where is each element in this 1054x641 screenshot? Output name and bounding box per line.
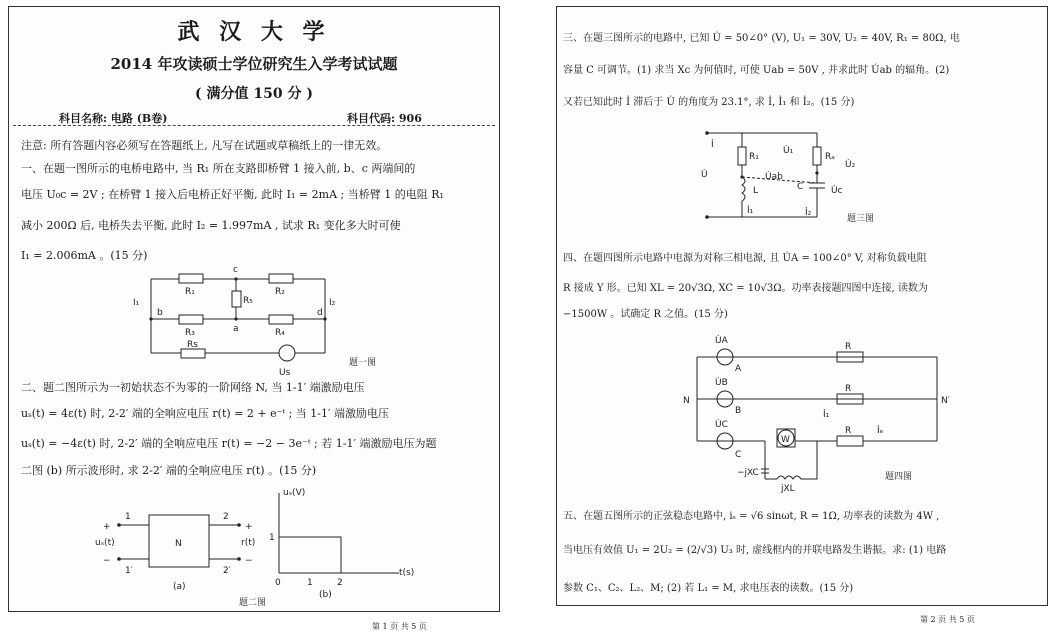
fig4-label-ie: İₑ bbox=[877, 426, 884, 436]
fig1-label-r5: R₅ bbox=[243, 296, 253, 306]
fig4-label-xl: jXL bbox=[781, 484, 795, 494]
q5-line-1: 五、在题五图所示的正弦稳态电路中, iₛ = √6 sinωt, R = 1Ω, 功率表的读数为 4W , bbox=[563, 511, 940, 522]
fig2-r-label: r(t) bbox=[241, 538, 256, 548]
fig2-port-2: 2 bbox=[223, 512, 229, 522]
fig3-label-i: İ bbox=[711, 140, 714, 150]
fig3-label-i1: İ₁ bbox=[747, 206, 754, 216]
page-number-1: 第 1 页 共 5 页 bbox=[372, 622, 427, 631]
fig2-plus-right: + bbox=[245, 522, 253, 532]
university-title: 武 汉 大 学 bbox=[177, 19, 331, 45]
fig2-minus-right: − bbox=[245, 556, 253, 566]
fig1-label-rs: Rs bbox=[187, 340, 198, 350]
fig4-label-i1: İ₁ bbox=[823, 410, 830, 420]
figure-4-three-phase bbox=[677, 329, 950, 494]
fig4-caption: 题四图 bbox=[885, 472, 913, 482]
fig4-label-nprime: N′ bbox=[941, 396, 950, 406]
fig4-label-r3: R bbox=[845, 426, 852, 436]
header-divider bbox=[13, 125, 495, 126]
q3-line-3: 又若已知此时 İ 滞后于 U̇ 的角度为 23.1°, 求 İ, İ₁ 和 İ₂。(15 分) bbox=[563, 97, 855, 108]
fig1-label-i1: I₁ bbox=[133, 298, 140, 308]
fig4-label-b: B bbox=[735, 406, 742, 416]
fig4-label-n: N bbox=[683, 396, 690, 406]
full-score: ( 满分值 150 分 ) bbox=[195, 86, 313, 102]
fig1-label-r1: R₁ bbox=[185, 287, 195, 297]
q2-line-2: uₛ(t) = 4ε(t) 时, 2-2′ 端的全响应电压 r(t) = 2 + e⁻ᵗ ; 当 1-1′ 端激励电压 bbox=[21, 407, 390, 420]
fig4-label-c: C bbox=[735, 450, 742, 460]
fig1-label-r3: R₃ bbox=[185, 328, 195, 338]
q2-line-1: 二、题二图所示为一初始状态不为零的一阶网络 N, 当 1-1′ 端激励电压 bbox=[21, 381, 365, 394]
fig2-block-n: N bbox=[175, 539, 182, 549]
q1-line-2: 电压 U₀c = 2V ; 在桥臂 1 接入后电桥正好平衡, 此时 I₁ = 2mA ; 当桥臂 1 的电阻 R₁ bbox=[21, 188, 444, 201]
fig2-yaxis: uₛ(V) bbox=[283, 488, 306, 498]
fig4-label-a: A bbox=[735, 364, 742, 374]
fig3-label-uab: U̇ab bbox=[765, 172, 783, 182]
fig2-sub-a: (a) bbox=[173, 582, 186, 592]
fig2-plus-left: + bbox=[103, 522, 111, 532]
fig1-label-r4: R₄ bbox=[275, 328, 285, 338]
fig3-caption: 题三图 bbox=[847, 214, 875, 224]
fig4-label-r1: R bbox=[845, 342, 852, 352]
fig1-label-c: c bbox=[233, 265, 238, 275]
fig3-label-c: C bbox=[797, 182, 804, 192]
fig3-label-uc: U̇c bbox=[831, 186, 843, 196]
fig2-port-1p: 1′ bbox=[125, 566, 133, 576]
fig3-label-u: U̇ bbox=[701, 170, 708, 180]
figure-1-bridge-circuit bbox=[129, 265, 409, 385]
fig4-label-uc: U̇C bbox=[715, 420, 728, 430]
fig3-label-u2: U̇₂ bbox=[845, 160, 856, 170]
fig2-port-2p: 2′ bbox=[223, 566, 231, 576]
fig3-label-r1: R₁ bbox=[749, 152, 759, 162]
fig1-label-i2: I₂ bbox=[329, 298, 336, 308]
fig4-label-xc: −jXC bbox=[737, 468, 759, 478]
fig2-tick-x1: 1 bbox=[307, 578, 313, 588]
q2-line-4: 二图 (b) 所示波形时, 求 2-2′ 端的全响应电压 r(t) 。(15 分) bbox=[21, 464, 317, 477]
subject-code: 科目代码: 906 bbox=[347, 112, 422, 125]
fig2-sub-b: (b) bbox=[319, 590, 332, 600]
q3-line-1: 三、在题三图所示的电路中, 已知 U̇ = 50∠0° (V), U₁ = 30V, U₂ = 40V, R₁ = 80Ω, 电 bbox=[563, 33, 960, 44]
fig3-label-i2: İ₂ bbox=[805, 208, 812, 218]
fig1-label-us: Us bbox=[279, 368, 291, 378]
fig3-label-l: L bbox=[753, 186, 759, 196]
fig1-label-d: d bbox=[317, 308, 323, 318]
fig4-label-ub: U̇B bbox=[715, 378, 728, 388]
fig1-label-b: b bbox=[157, 308, 163, 318]
figure-2-network bbox=[89, 485, 419, 608]
q5-line-2: 当电压有效值 U₁ = 2U₂ = (2/√3) U₃ 时, 虚线框内的并联电路发生谐振。求: (1) 电路 bbox=[563, 545, 947, 556]
figure-3-circuit bbox=[697, 125, 907, 225]
q1-line-3: 减小 200Ω 后, 电桥失去平衡, 此时 I₂ = 1.997mA , 试求 R₁ 变化多大时可使 bbox=[21, 219, 401, 232]
fig2-tick-y1: 1 bbox=[269, 533, 275, 543]
q1-line-4: I₁ = 2.006mA 。(15 分) bbox=[21, 249, 148, 262]
subject-name: 科目名称: 电路 (B卷) bbox=[59, 112, 168, 125]
exam-notice: 注意: 所有答题内容必须写在答题纸上, 凡写在试题或草稿纸上的一律无效。 bbox=[21, 139, 388, 152]
q4-line-2: R 接成 Y 形。已知 XL = 20√3Ω, XC = 10√3Ω。功率表接题四图中连接, 读数为 bbox=[563, 283, 928, 294]
q3-line-2: 容量 C 可调节。(1) 求当 Xc 为何值时, 可使 Uab = 50V , 并求此时 U̇ab 的辐角。(2) bbox=[563, 65, 950, 76]
q1-line-1: 一、在题一图所示的电桥电路中, 当 R₁ 所在支路即桥臂 1 接入前, b、c 两端间的 bbox=[21, 162, 416, 175]
exam-title: 2014 年攻读硕士学位研究生入学考试试题 bbox=[110, 55, 398, 73]
fig1-caption: 题一图 bbox=[349, 358, 377, 368]
fig2-xaxis: t(s) bbox=[399, 568, 415, 578]
fig2-minus-left: − bbox=[103, 556, 111, 566]
fig4-label-ua: U̇A bbox=[715, 336, 728, 346]
q5-line-3: 参数 C₁、C₂、L₂、M; (2) 若 L₁ = M, 求电压表的读数。(15 分) bbox=[563, 583, 854, 594]
fig2-port-1: 1 bbox=[125, 512, 131, 522]
fig2-tick-x2: 2 bbox=[337, 578, 343, 588]
fig4-label-r2: R bbox=[845, 384, 852, 394]
page-number-2: 第 2 页 共 5 页 bbox=[920, 615, 975, 624]
q4-line-3: −1500W 。试确定 R 之值。(15 分) bbox=[563, 309, 728, 320]
fig1-label-a: a bbox=[233, 324, 239, 334]
fig2-us-label: uₛ(t) bbox=[95, 538, 115, 548]
q2-line-3: uₛ(t) = −4ε(t) 时, 2-2′ 端的全响应电压 r(t) = −2 − 3e⁻ᵗ ; 若 1-1′ 端激励电压为题 bbox=[21, 437, 437, 450]
fig3-label-u1: U̇₁ bbox=[783, 146, 794, 156]
fig3-label-ra: Rₐ bbox=[825, 152, 835, 162]
fig1-label-r2: R₂ bbox=[275, 287, 285, 297]
fig2-tick-x0: 0 bbox=[275, 578, 281, 588]
fig2-caption: 题二图 bbox=[239, 598, 267, 608]
q4-line-1: 四、在题四图所示电路中电源为对称三相电源, 且 U̇A = 100∠0° V, 对称负载电阻 bbox=[563, 253, 927, 264]
exam-page-2 bbox=[556, 6, 1048, 606]
exam-page-1 bbox=[8, 6, 500, 612]
fig4-label-w: W bbox=[781, 435, 790, 445]
